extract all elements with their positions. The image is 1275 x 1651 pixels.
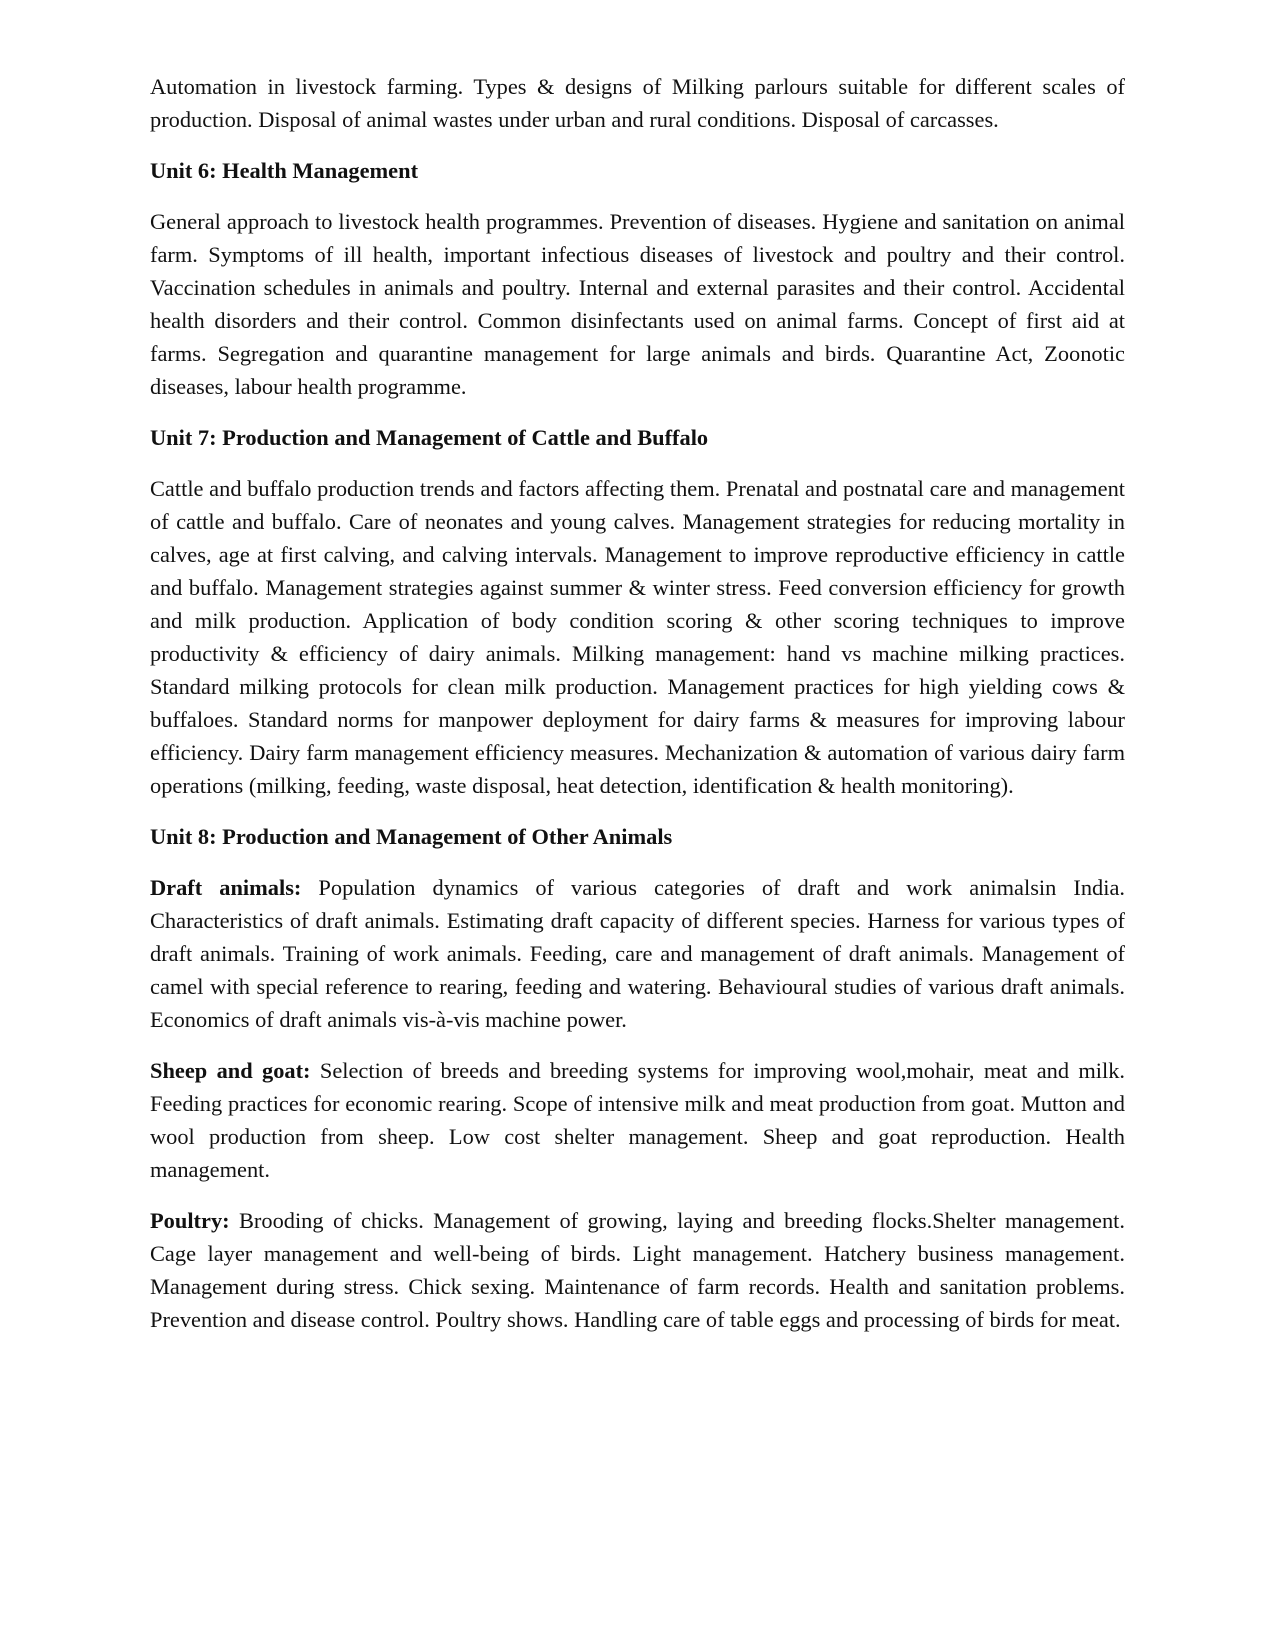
intro-paragraph: Automation in livestock farming. Types & designs of Milking parlours suitable for different scales of production. Disposal of animal wastes under urban and rural conditions. Disposal of carcasses. [150,74,1125,132]
unit7-heading: Unit 7: Production and Management of Cattle and Buffalo [150,425,709,450]
poultry-paragraph [150,1204,1125,1336]
poultry-lead: Poultry: [150,1208,230,1233]
unit6-body: General approach to livestock health programmes. Prevention of diseases. Hygiene and sanitation on animal farm. Symptoms of ill health, important infectious diseases of livestock and poultry and their control. Vaccination schedules in animals and poultry. Internal and external parasites and their control. Accidental health disorders and their control. Common disinfectants used on animal farms. Concept of first aid at farms. Segregation and quarantine management for large animals and birds. Quarantine Act, Zoonotic diseases, labour health programme. [150,209,1125,399]
poultry-body: Brooding of chicks. Management of growing, laying and breeding flocks.Shelter management. Cage layer management and well-being of birds. Light management. Hatchery business management. Management during stress. Chick sexing. Maintenance of farm records. Health and sanitation problems. Prevention and disease control. Poultry shows. Handling care of table eggs and processing of birds for meat. [150,1208,1125,1332]
draft-animals-paragraph [150,871,1125,1036]
unit8-heading: Unit 8: Production and Management of Other Animals [150,824,673,849]
draft-animals-body: Population dynamics of various categories of draft and work animalsin India. Characteristics of draft animals. Estimating draft capacity of different species. Harness for various types of draft animals. Training of work animals. Feeding, care and management of draft animals. Management of camel with special reference to rearing, feeding and watering. Behavioural studies of various draft animals. Economics of draft animals vis-à-vis machine power. [150,875,1125,1032]
unit6-heading: Unit 6: Health Management [150,158,419,183]
sheep-goat-body: Selection of breeds and breeding systems for improving wool,mohair, meat and milk. Feeding practices for economic rearing. Scope of intensive milk and meat production from goat. Mutton and wool production from sheep. Low cost shelter management. Sheep and goat reproduction. Health management. [150,1058,1126,1182]
document-page [150,70,1125,1336]
unit7-body: Cattle and buffalo production trends and factors affecting them. Prenatal and postnatal care and management of cattle and buffalo. Care of neonates and young calves. Management strategies for reducing mortality in calves, age at first calving, and calving intervals. Management to improve reproductive efficiency in cattle and buffalo. Management strategies against summer & winter stress. Feed conversion efficiency for growth and milk production. Application of body condition scoring & other scoring techniques to improve productivity & efficiency of dairy animals. Milking management: hand vs machine milking practices. Standard milking protocols for clean milk production. Management practices for high yielding cows & buffaloes. Standard norms for manpower deployment for dairy farms & measures for improving labour efficiency. Dairy farm management efficiency measures. Mechanization & automation of various dairy farm operations (milking, feeding, waste disposal, heat detection, identification & health monitoring). [150,476,1125,798]
sheep-goat-paragraph [150,1054,1125,1186]
draft-animals-lead: Draft animals: [150,875,302,900]
sheep-goat-lead: Sheep and goat: [150,1058,311,1083]
